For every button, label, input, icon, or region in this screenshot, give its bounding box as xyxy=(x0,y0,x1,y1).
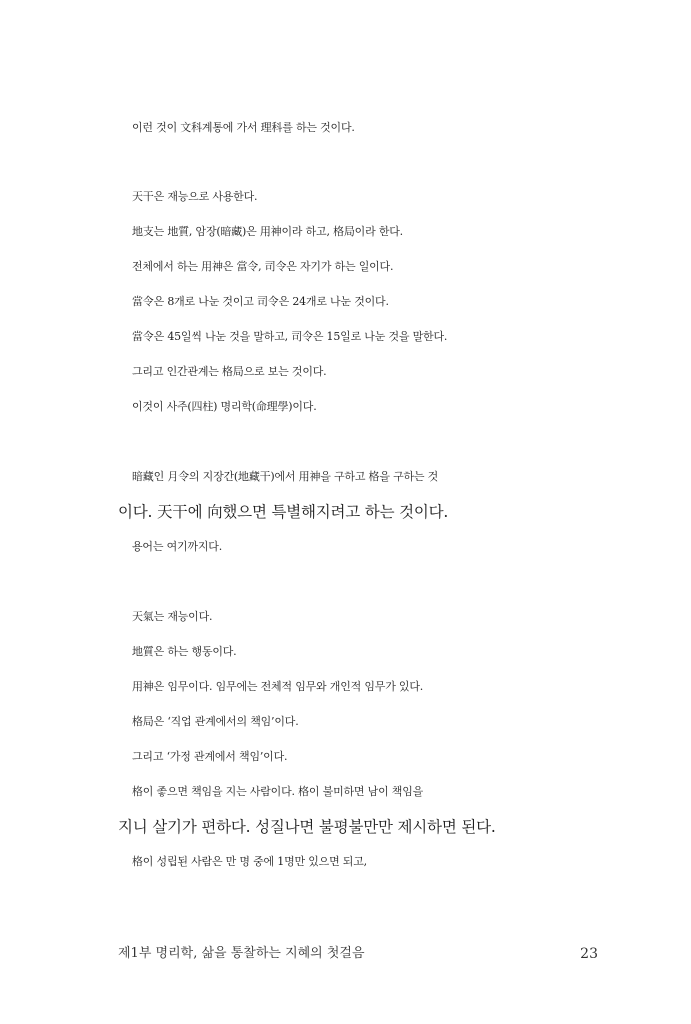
text-line: 그리고 ‘가정 관계에서 책임’이다. xyxy=(132,750,288,763)
text-line: 전체에서 하는 用神은 當令, 司令은 자기가 하는 일이다. xyxy=(132,260,394,273)
text-line: 용어는 여기까지다. xyxy=(132,540,223,553)
text-line: 天干은 재능으로 사용한다. xyxy=(132,190,258,203)
text-line: 天氣는 재능이다. xyxy=(132,610,213,623)
text-line: 當令은 8개로 나눈 것이고 司令은 24개로 나눈 것이다. xyxy=(132,295,389,308)
text-line: 이것이 사주(四柱) 명리학(命理學)이다. xyxy=(132,400,317,413)
text-line: 格局은 ‘직업 관계에서의 책임’이다. xyxy=(132,715,299,728)
text-line: 지니 살기가 편하다. 성질나면 불평불만만 제시하면 된다. xyxy=(118,818,496,836)
text-line: 暗藏인 月令의 지장간(地藏干)에서 用神을 구하고 格을 구하는 것 xyxy=(132,470,439,483)
page-number: 23 xyxy=(580,946,598,962)
text-line: 格이 좋으면 책임을 지는 사람이다. 格이 불미하면 남이 책임을 xyxy=(132,785,424,798)
text-line: 地支는 地質, 암장(暗藏)은 用神이라 하고, 格局이라 한다. xyxy=(132,225,403,238)
text-line: 그리고 인간관계는 格局으로 보는 것이다. xyxy=(132,365,327,378)
text-line: 格이 성립된 사람은 만 명 중에 1명만 있으면 되고, xyxy=(132,855,367,868)
text-line: 地質은 하는 행동이다. xyxy=(132,645,237,658)
text-line: 用神은 임무이다. 임무에는 전체적 임무와 개인적 임무가 있다. xyxy=(132,680,424,693)
running-footer-title: 제1부 명리학, 삶을 통찰하는 지혜의 첫걸음 xyxy=(118,946,365,961)
text-line: 이다. 天干에 向했으면 특별해지려고 하는 것이다. xyxy=(118,503,449,521)
text-line: 當令은 45일씩 나눈 것을 말하고, 司令은 15일로 나눈 것을 말한다. xyxy=(132,330,448,343)
text-line: 이런 것이 文科계통에 가서 理科를 하는 것이다. xyxy=(132,121,355,134)
